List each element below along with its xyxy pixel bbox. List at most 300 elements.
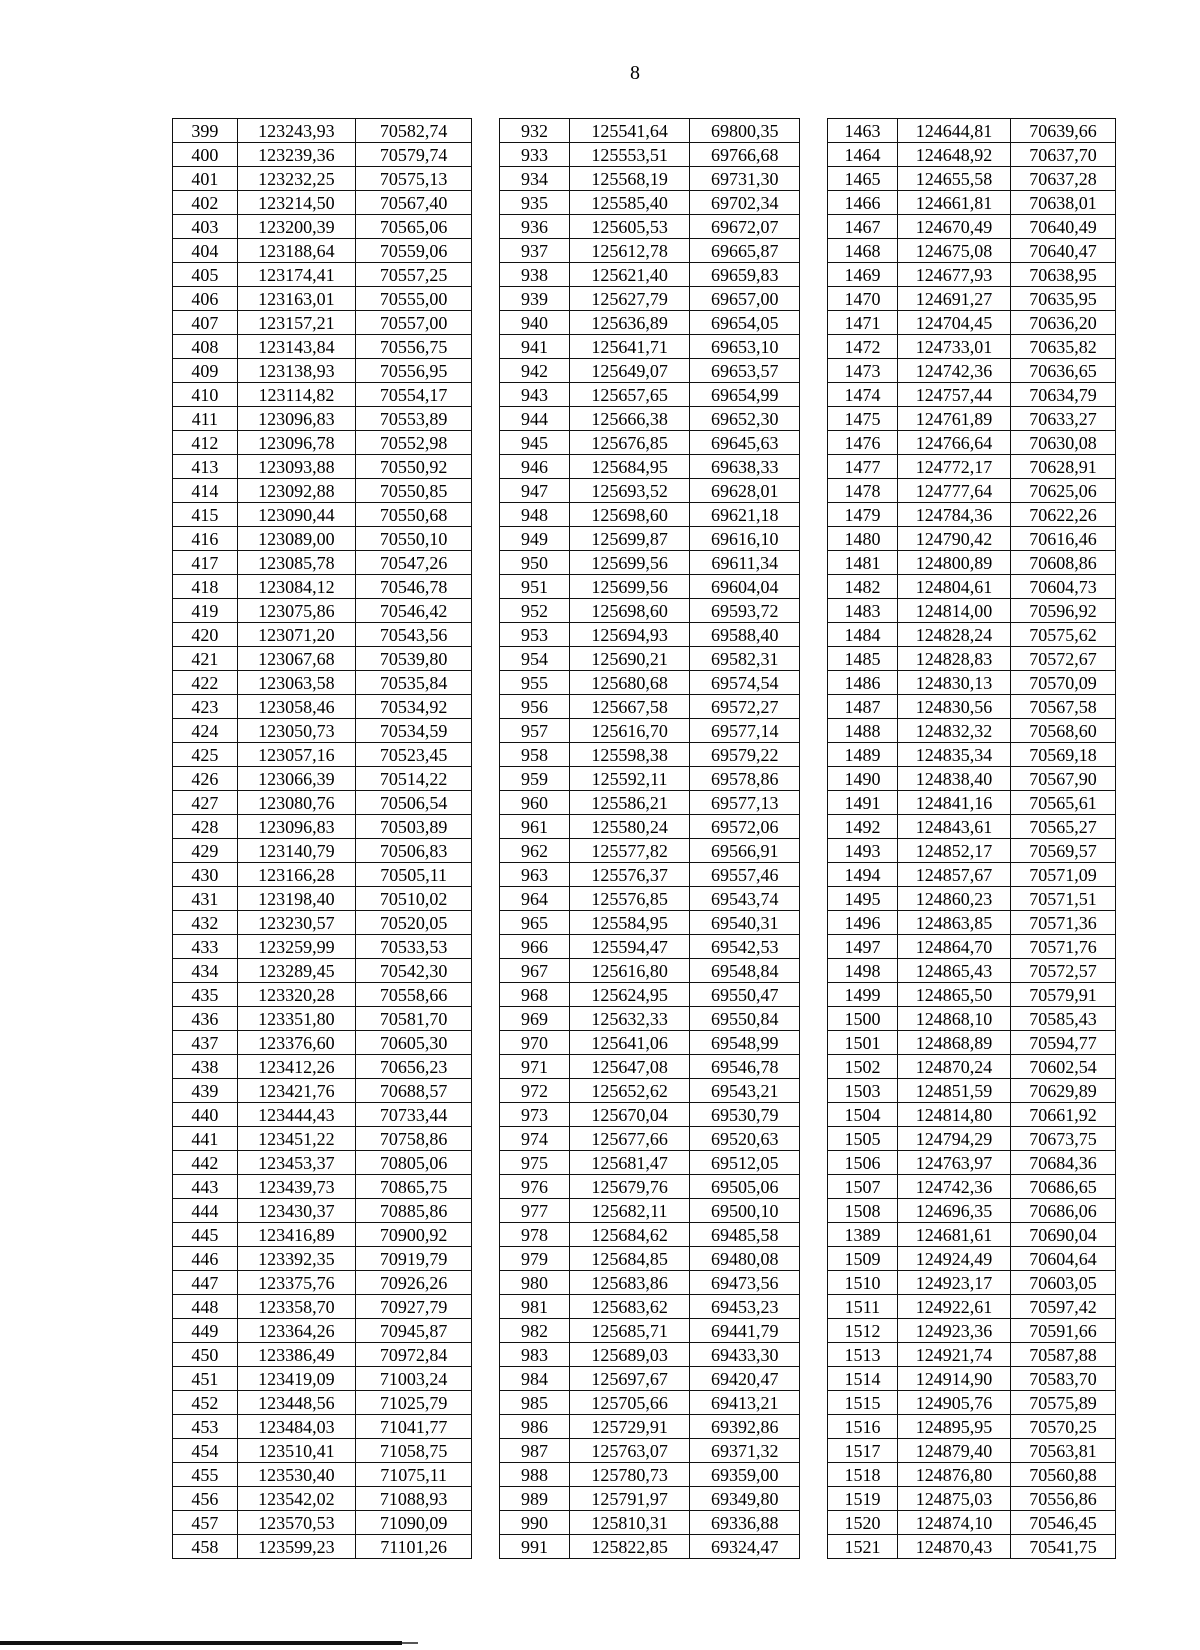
x-coordinate: 125641,06 [569, 1031, 689, 1055]
table-row [173, 311, 1116, 335]
x-coordinate: 124864,70 [897, 935, 1010, 959]
x-coordinate: 123188,64 [237, 239, 355, 263]
x-coordinate: 125705,66 [569, 1391, 689, 1415]
x-coordinate: 125680,68 [569, 671, 689, 695]
y-coordinate: 70565,27 [1011, 815, 1116, 839]
point-number: 960 [499, 791, 569, 815]
point-number: 1470 [828, 287, 898, 311]
y-coordinate: 70572,57 [1011, 959, 1116, 983]
y-coordinate: 69505,06 [690, 1175, 800, 1199]
y-coordinate: 69800,35 [690, 119, 800, 143]
x-coordinate: 125683,86 [569, 1271, 689, 1295]
x-coordinate: 125670,04 [569, 1103, 689, 1127]
y-coordinate: 70568,60 [1011, 719, 1116, 743]
point-number: 978 [499, 1223, 569, 1247]
y-coordinate: 70579,91 [1011, 983, 1116, 1007]
x-coordinate: 124857,67 [897, 863, 1010, 887]
bottom-rule [0, 1641, 402, 1645]
column-gap [800, 1247, 828, 1271]
y-coordinate: 70567,58 [1011, 695, 1116, 719]
column-gap [472, 479, 500, 503]
x-coordinate: 124914,90 [897, 1367, 1010, 1391]
y-coordinate: 69702,34 [690, 191, 800, 215]
y-coordinate: 69520,63 [690, 1127, 800, 1151]
point-number: 1502 [828, 1055, 898, 1079]
y-coordinate: 70557,25 [356, 263, 472, 287]
point-number: 414 [173, 479, 238, 503]
point-number: 456 [173, 1487, 238, 1511]
column-gap [800, 1031, 828, 1055]
x-coordinate: 123376,60 [237, 1031, 355, 1055]
point-number: 947 [499, 479, 569, 503]
column-gap [800, 1271, 828, 1295]
x-coordinate: 124655,58 [897, 167, 1010, 191]
y-coordinate: 69530,79 [690, 1103, 800, 1127]
y-coordinate: 70602,54 [1011, 1055, 1116, 1079]
point-number: 412 [173, 431, 238, 455]
y-coordinate: 69453,23 [690, 1295, 800, 1319]
x-coordinate: 124879,40 [897, 1439, 1010, 1463]
y-coordinate: 69546,78 [690, 1055, 800, 1079]
y-coordinate: 70510,02 [356, 887, 472, 911]
point-number: 974 [499, 1127, 569, 1151]
y-coordinate: 70945,87 [356, 1319, 472, 1343]
x-coordinate: 123157,21 [237, 311, 355, 335]
point-number: 1488 [828, 719, 898, 743]
column-gap [472, 695, 500, 719]
point-number: 987 [499, 1439, 569, 1463]
coordinate-table [172, 118, 1116, 1559]
y-coordinate: 69543,21 [690, 1079, 800, 1103]
x-coordinate: 123351,80 [237, 1007, 355, 1031]
point-number: 409 [173, 359, 238, 383]
x-coordinate: 125616,70 [569, 719, 689, 743]
page-number: 8 [630, 62, 640, 84]
x-coordinate: 124876,80 [897, 1463, 1010, 1487]
y-coordinate: 69557,46 [690, 863, 800, 887]
column-gap [800, 407, 828, 431]
point-number: 942 [499, 359, 569, 383]
column-gap [472, 359, 500, 383]
column-gap [800, 863, 828, 887]
column-gap [800, 287, 828, 311]
column-gap [472, 575, 500, 599]
x-coordinate: 124766,64 [897, 431, 1010, 455]
y-coordinate: 70565,61 [1011, 791, 1116, 815]
table-row [173, 263, 1116, 287]
point-number: 975 [499, 1151, 569, 1175]
point-number: 949 [499, 527, 569, 551]
x-coordinate: 125685,71 [569, 1319, 689, 1343]
point-number: 1499 [828, 983, 898, 1007]
point-number: 984 [499, 1367, 569, 1391]
column-gap [800, 1415, 828, 1439]
x-coordinate: 124704,45 [897, 311, 1010, 335]
point-number: 1492 [828, 815, 898, 839]
column-gap [800, 503, 828, 527]
x-coordinate: 124923,36 [897, 1319, 1010, 1343]
column-gap [800, 215, 828, 239]
point-number: 1508 [828, 1199, 898, 1223]
x-coordinate: 123230,57 [237, 911, 355, 935]
y-coordinate: 69413,21 [690, 1391, 800, 1415]
x-coordinate: 125684,62 [569, 1223, 689, 1247]
point-number: 407 [173, 311, 238, 335]
y-coordinate: 71041,77 [356, 1415, 472, 1439]
point-number: 1491 [828, 791, 898, 815]
point-number: 449 [173, 1319, 238, 1343]
x-coordinate: 124852,17 [897, 839, 1010, 863]
y-coordinate: 70559,06 [356, 239, 472, 263]
y-coordinate: 69324,47 [690, 1535, 800, 1559]
x-coordinate: 125584,95 [569, 911, 689, 935]
y-coordinate: 70587,88 [1011, 1343, 1116, 1367]
y-coordinate: 70579,74 [356, 143, 472, 167]
column-gap [472, 839, 500, 863]
column-gap [800, 743, 828, 767]
point-number: 1466 [828, 191, 898, 215]
y-coordinate: 70520,05 [356, 911, 472, 935]
table-row [173, 359, 1116, 383]
y-coordinate: 70572,67 [1011, 647, 1116, 671]
y-coordinate: 70575,89 [1011, 1391, 1116, 1415]
x-coordinate: 124923,17 [897, 1271, 1010, 1295]
x-coordinate: 125822,85 [569, 1535, 689, 1559]
y-coordinate: 70594,77 [1011, 1031, 1116, 1055]
x-coordinate: 125641,71 [569, 335, 689, 359]
column-gap [472, 143, 500, 167]
x-coordinate: 124800,89 [897, 551, 1010, 575]
y-coordinate: 71075,11 [356, 1463, 472, 1487]
x-coordinate: 125605,53 [569, 215, 689, 239]
point-number: 955 [499, 671, 569, 695]
y-coordinate: 70567,40 [356, 191, 472, 215]
y-coordinate: 70604,64 [1011, 1247, 1116, 1271]
point-number: 1505 [828, 1127, 898, 1151]
column-gap [472, 1199, 500, 1223]
x-coordinate: 123412,26 [237, 1055, 355, 1079]
point-number: 964 [499, 887, 569, 911]
table-row [173, 167, 1116, 191]
column-gap [472, 335, 500, 359]
y-coordinate: 70656,23 [356, 1055, 472, 1079]
point-number: 430 [173, 863, 238, 887]
point-number: 447 [173, 1271, 238, 1295]
y-coordinate: 70633,27 [1011, 407, 1116, 431]
point-number: 442 [173, 1151, 238, 1175]
x-coordinate: 125667,58 [569, 695, 689, 719]
point-number: 985 [499, 1391, 569, 1415]
column-gap [800, 119, 828, 143]
x-coordinate: 123143,84 [237, 335, 355, 359]
column-gap [472, 311, 500, 335]
x-coordinate: 124691,27 [897, 287, 1010, 311]
column-gap [472, 119, 500, 143]
x-coordinate: 124830,13 [897, 671, 1010, 695]
point-number: 1477 [828, 455, 898, 479]
y-coordinate: 69572,27 [690, 695, 800, 719]
x-coordinate: 123092,88 [237, 479, 355, 503]
table-row [173, 1295, 1116, 1319]
column-gap [800, 1343, 828, 1367]
x-coordinate: 123114,82 [237, 383, 355, 407]
x-coordinate: 124757,44 [897, 383, 1010, 407]
column-gap [472, 263, 500, 287]
x-coordinate: 123570,53 [237, 1511, 355, 1535]
table-row [173, 815, 1116, 839]
table-row [173, 551, 1116, 575]
column-gap [472, 743, 500, 767]
x-coordinate: 123439,73 [237, 1175, 355, 1199]
column-gap [472, 1391, 500, 1415]
point-number: 408 [173, 335, 238, 359]
column-gap [800, 1487, 828, 1511]
point-number: 1517 [828, 1439, 898, 1463]
table-row [173, 719, 1116, 743]
point-number: 952 [499, 599, 569, 623]
y-coordinate: 70523,45 [356, 743, 472, 767]
column-gap [472, 1463, 500, 1487]
x-coordinate: 123085,78 [237, 551, 355, 575]
table-row [173, 1199, 1116, 1223]
y-coordinate: 71058,75 [356, 1439, 472, 1463]
y-coordinate: 69420,47 [690, 1367, 800, 1391]
y-coordinate: 69500,10 [690, 1199, 800, 1223]
column-gap [800, 455, 828, 479]
x-coordinate: 124742,36 [897, 359, 1010, 383]
point-number: 1389 [828, 1223, 898, 1247]
column-gap [800, 1319, 828, 1343]
point-number: 963 [499, 863, 569, 887]
y-coordinate: 69349,80 [690, 1487, 800, 1511]
point-number: 1521 [828, 1535, 898, 1559]
column-gap [800, 167, 828, 191]
column-gap [472, 551, 500, 575]
column-gap [800, 431, 828, 455]
y-coordinate: 70972,84 [356, 1343, 472, 1367]
y-coordinate: 70640,49 [1011, 215, 1116, 239]
column-gap [472, 1343, 500, 1367]
y-coordinate: 69579,22 [690, 743, 800, 767]
point-number: 951 [499, 575, 569, 599]
x-coordinate: 123375,76 [237, 1271, 355, 1295]
point-number: 1476 [828, 431, 898, 455]
point-number: 1497 [828, 935, 898, 959]
point-number: 1504 [828, 1103, 898, 1127]
x-coordinate: 125699,87 [569, 527, 689, 551]
x-coordinate: 123259,99 [237, 935, 355, 959]
y-coordinate: 69654,99 [690, 383, 800, 407]
point-number: 972 [499, 1079, 569, 1103]
x-coordinate: 123058,46 [237, 695, 355, 719]
x-coordinate: 125763,07 [569, 1439, 689, 1463]
x-coordinate: 123542,02 [237, 1487, 355, 1511]
column-gap [472, 791, 500, 815]
point-number: 940 [499, 311, 569, 335]
point-number: 944 [499, 407, 569, 431]
y-coordinate: 70534,92 [356, 695, 472, 719]
x-coordinate: 125810,31 [569, 1511, 689, 1535]
y-coordinate: 70506,54 [356, 791, 472, 815]
column-gap [800, 671, 828, 695]
y-coordinate: 70542,30 [356, 959, 472, 983]
point-number: 938 [499, 263, 569, 287]
x-coordinate: 124874,10 [897, 1511, 1010, 1535]
y-coordinate: 70900,92 [356, 1223, 472, 1247]
table-row [173, 575, 1116, 599]
x-coordinate: 124843,61 [897, 815, 1010, 839]
column-gap [800, 815, 828, 839]
point-number: 962 [499, 839, 569, 863]
y-coordinate: 70608,86 [1011, 551, 1116, 575]
point-number: 1464 [828, 143, 898, 167]
column-gap [800, 1175, 828, 1199]
y-coordinate: 70552,98 [356, 431, 472, 455]
table-row [173, 383, 1116, 407]
y-coordinate: 69766,68 [690, 143, 800, 167]
x-coordinate: 125699,56 [569, 575, 689, 599]
column-gap [472, 1031, 500, 1055]
y-coordinate: 69485,58 [690, 1223, 800, 1247]
column-gap [472, 1367, 500, 1391]
x-coordinate: 123386,49 [237, 1343, 355, 1367]
x-coordinate: 124865,50 [897, 983, 1010, 1007]
point-number: 932 [499, 119, 569, 143]
x-coordinate: 125568,19 [569, 167, 689, 191]
column-gap [472, 407, 500, 431]
point-number: 981 [499, 1295, 569, 1319]
column-gap [800, 983, 828, 1007]
y-coordinate: 70636,20 [1011, 311, 1116, 335]
point-number: 1483 [828, 599, 898, 623]
point-number: 1484 [828, 623, 898, 647]
column-gap [800, 911, 828, 935]
y-coordinate: 70534,59 [356, 719, 472, 743]
x-coordinate: 123163,01 [237, 287, 355, 311]
y-coordinate: 69604,04 [690, 575, 800, 599]
point-number: 941 [499, 335, 569, 359]
point-number: 1501 [828, 1031, 898, 1055]
x-coordinate: 124851,59 [897, 1079, 1010, 1103]
y-coordinate: 69621,18 [690, 503, 800, 527]
table-row [173, 1391, 1116, 1415]
y-coordinate: 69574,54 [690, 671, 800, 695]
y-coordinate: 70638,01 [1011, 191, 1116, 215]
x-coordinate: 125698,60 [569, 599, 689, 623]
x-coordinate: 125636,89 [569, 311, 689, 335]
point-number: 445 [173, 1223, 238, 1247]
x-coordinate: 123358,70 [237, 1295, 355, 1319]
column-gap [472, 167, 500, 191]
point-number: 961 [499, 815, 569, 839]
y-coordinate: 70585,43 [1011, 1007, 1116, 1031]
table-row [173, 119, 1116, 143]
point-number: 969 [499, 1007, 569, 1031]
y-coordinate: 70503,89 [356, 815, 472, 839]
point-number: 950 [499, 551, 569, 575]
point-number: 420 [173, 623, 238, 647]
point-number: 400 [173, 143, 238, 167]
point-number: 957 [499, 719, 569, 743]
point-number: 437 [173, 1031, 238, 1055]
y-coordinate: 70640,47 [1011, 239, 1116, 263]
table-row [173, 1247, 1116, 1271]
point-number: 401 [173, 167, 238, 191]
column-gap [472, 671, 500, 695]
y-coordinate: 70583,70 [1011, 1367, 1116, 1391]
column-gap [472, 1127, 500, 1151]
x-coordinate: 125791,97 [569, 1487, 689, 1511]
x-coordinate: 125594,47 [569, 935, 689, 959]
y-coordinate: 70927,79 [356, 1295, 472, 1319]
table-row [173, 1007, 1116, 1031]
point-number: 1487 [828, 695, 898, 719]
y-coordinate: 69731,30 [690, 167, 800, 191]
y-coordinate: 70558,66 [356, 983, 472, 1007]
table-row [173, 1319, 1116, 1343]
y-coordinate: 69652,30 [690, 407, 800, 431]
x-coordinate: 125553,51 [569, 143, 689, 167]
point-number: 428 [173, 815, 238, 839]
table-row [173, 1535, 1116, 1559]
y-coordinate: 70885,86 [356, 1199, 472, 1223]
point-number: 935 [499, 191, 569, 215]
x-coordinate: 124905,76 [897, 1391, 1010, 1415]
y-coordinate: 70616,46 [1011, 527, 1116, 551]
column-gap [472, 623, 500, 647]
point-number: 458 [173, 1535, 238, 1559]
y-coordinate: 69593,72 [690, 599, 800, 623]
table-row [173, 1079, 1116, 1103]
y-coordinate: 70546,42 [356, 599, 472, 623]
y-coordinate: 69588,40 [690, 623, 800, 647]
point-number: 446 [173, 1247, 238, 1271]
point-number: 1511 [828, 1295, 898, 1319]
x-coordinate: 123200,39 [237, 215, 355, 239]
point-number: 948 [499, 503, 569, 527]
column-gap [472, 1319, 500, 1343]
table-row [173, 479, 1116, 503]
point-number: 432 [173, 911, 238, 935]
y-coordinate: 69371,32 [690, 1439, 800, 1463]
y-coordinate: 71003,24 [356, 1367, 472, 1391]
y-coordinate: 70673,75 [1011, 1127, 1116, 1151]
point-number: 1472 [828, 335, 898, 359]
point-number: 1482 [828, 575, 898, 599]
x-coordinate: 123071,20 [237, 623, 355, 647]
point-number: 443 [173, 1175, 238, 1199]
point-number: 439 [173, 1079, 238, 1103]
point-number: 1490 [828, 767, 898, 791]
x-coordinate: 123063,58 [237, 671, 355, 695]
column-gap [472, 191, 500, 215]
y-coordinate: 70637,70 [1011, 143, 1116, 167]
y-coordinate: 70575,13 [356, 167, 472, 191]
x-coordinate: 123484,03 [237, 1415, 355, 1439]
y-coordinate: 71088,93 [356, 1487, 472, 1511]
point-number: 423 [173, 695, 238, 719]
y-coordinate: 70639,66 [1011, 119, 1116, 143]
point-number: 1516 [828, 1415, 898, 1439]
column-gap [800, 1055, 828, 1079]
column-gap [472, 239, 500, 263]
y-coordinate: 70622,26 [1011, 503, 1116, 527]
column-gap [472, 1295, 500, 1319]
y-coordinate: 69577,13 [690, 791, 800, 815]
column-gap [472, 911, 500, 935]
y-coordinate: 70570,25 [1011, 1415, 1116, 1439]
point-number: 946 [499, 455, 569, 479]
